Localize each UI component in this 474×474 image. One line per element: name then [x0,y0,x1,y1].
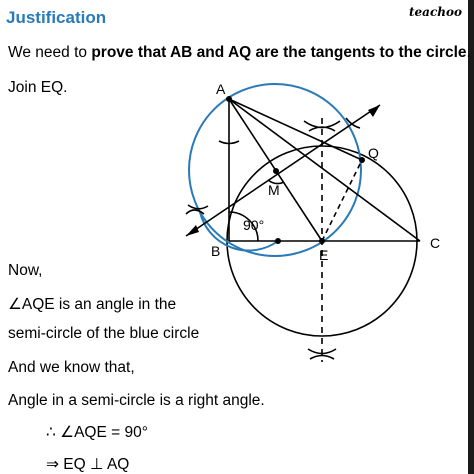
label-a: A [216,81,226,97]
bisector-ae [186,105,380,236]
therefore-line: ∴ ∠AQE = 90° [46,424,148,441]
intro-bold: prove that AB and AQ are the tangents to the circle [91,44,467,61]
point-e [319,238,325,244]
bisector-arrow-left [186,225,199,236]
join-step: Join EQ. [8,79,68,96]
point-a [226,96,232,102]
know-line: And we know that, [8,359,135,376]
angle-line: ∠AQE is an angle in the [8,296,177,313]
intro-prefix: We need to [8,44,92,61]
point-q [359,157,365,163]
semicircle-line: semi-circle of the blue circle [8,325,200,342]
now-label: Now, [8,262,43,279]
label-b: B [211,243,221,259]
teachoo-logo: teachoo [409,5,462,19]
point-arc [275,238,281,244]
label-e: E [319,247,329,263]
label-m: M [268,182,280,198]
label-q: Q [368,145,379,161]
implies-line: ⇒ EQ ⊥ AQ [46,456,130,473]
label-c: C [430,235,441,251]
point-m [273,168,279,174]
arc-mark-bottom-2 [310,356,334,360]
intro-suffix: . [466,44,471,61]
rule-line: Angle in a semi-circle is a right angle. [8,392,265,409]
label-90: 90° [243,217,265,233]
section-title: Justification [6,8,107,27]
bisector-arrow-right [368,105,380,117]
